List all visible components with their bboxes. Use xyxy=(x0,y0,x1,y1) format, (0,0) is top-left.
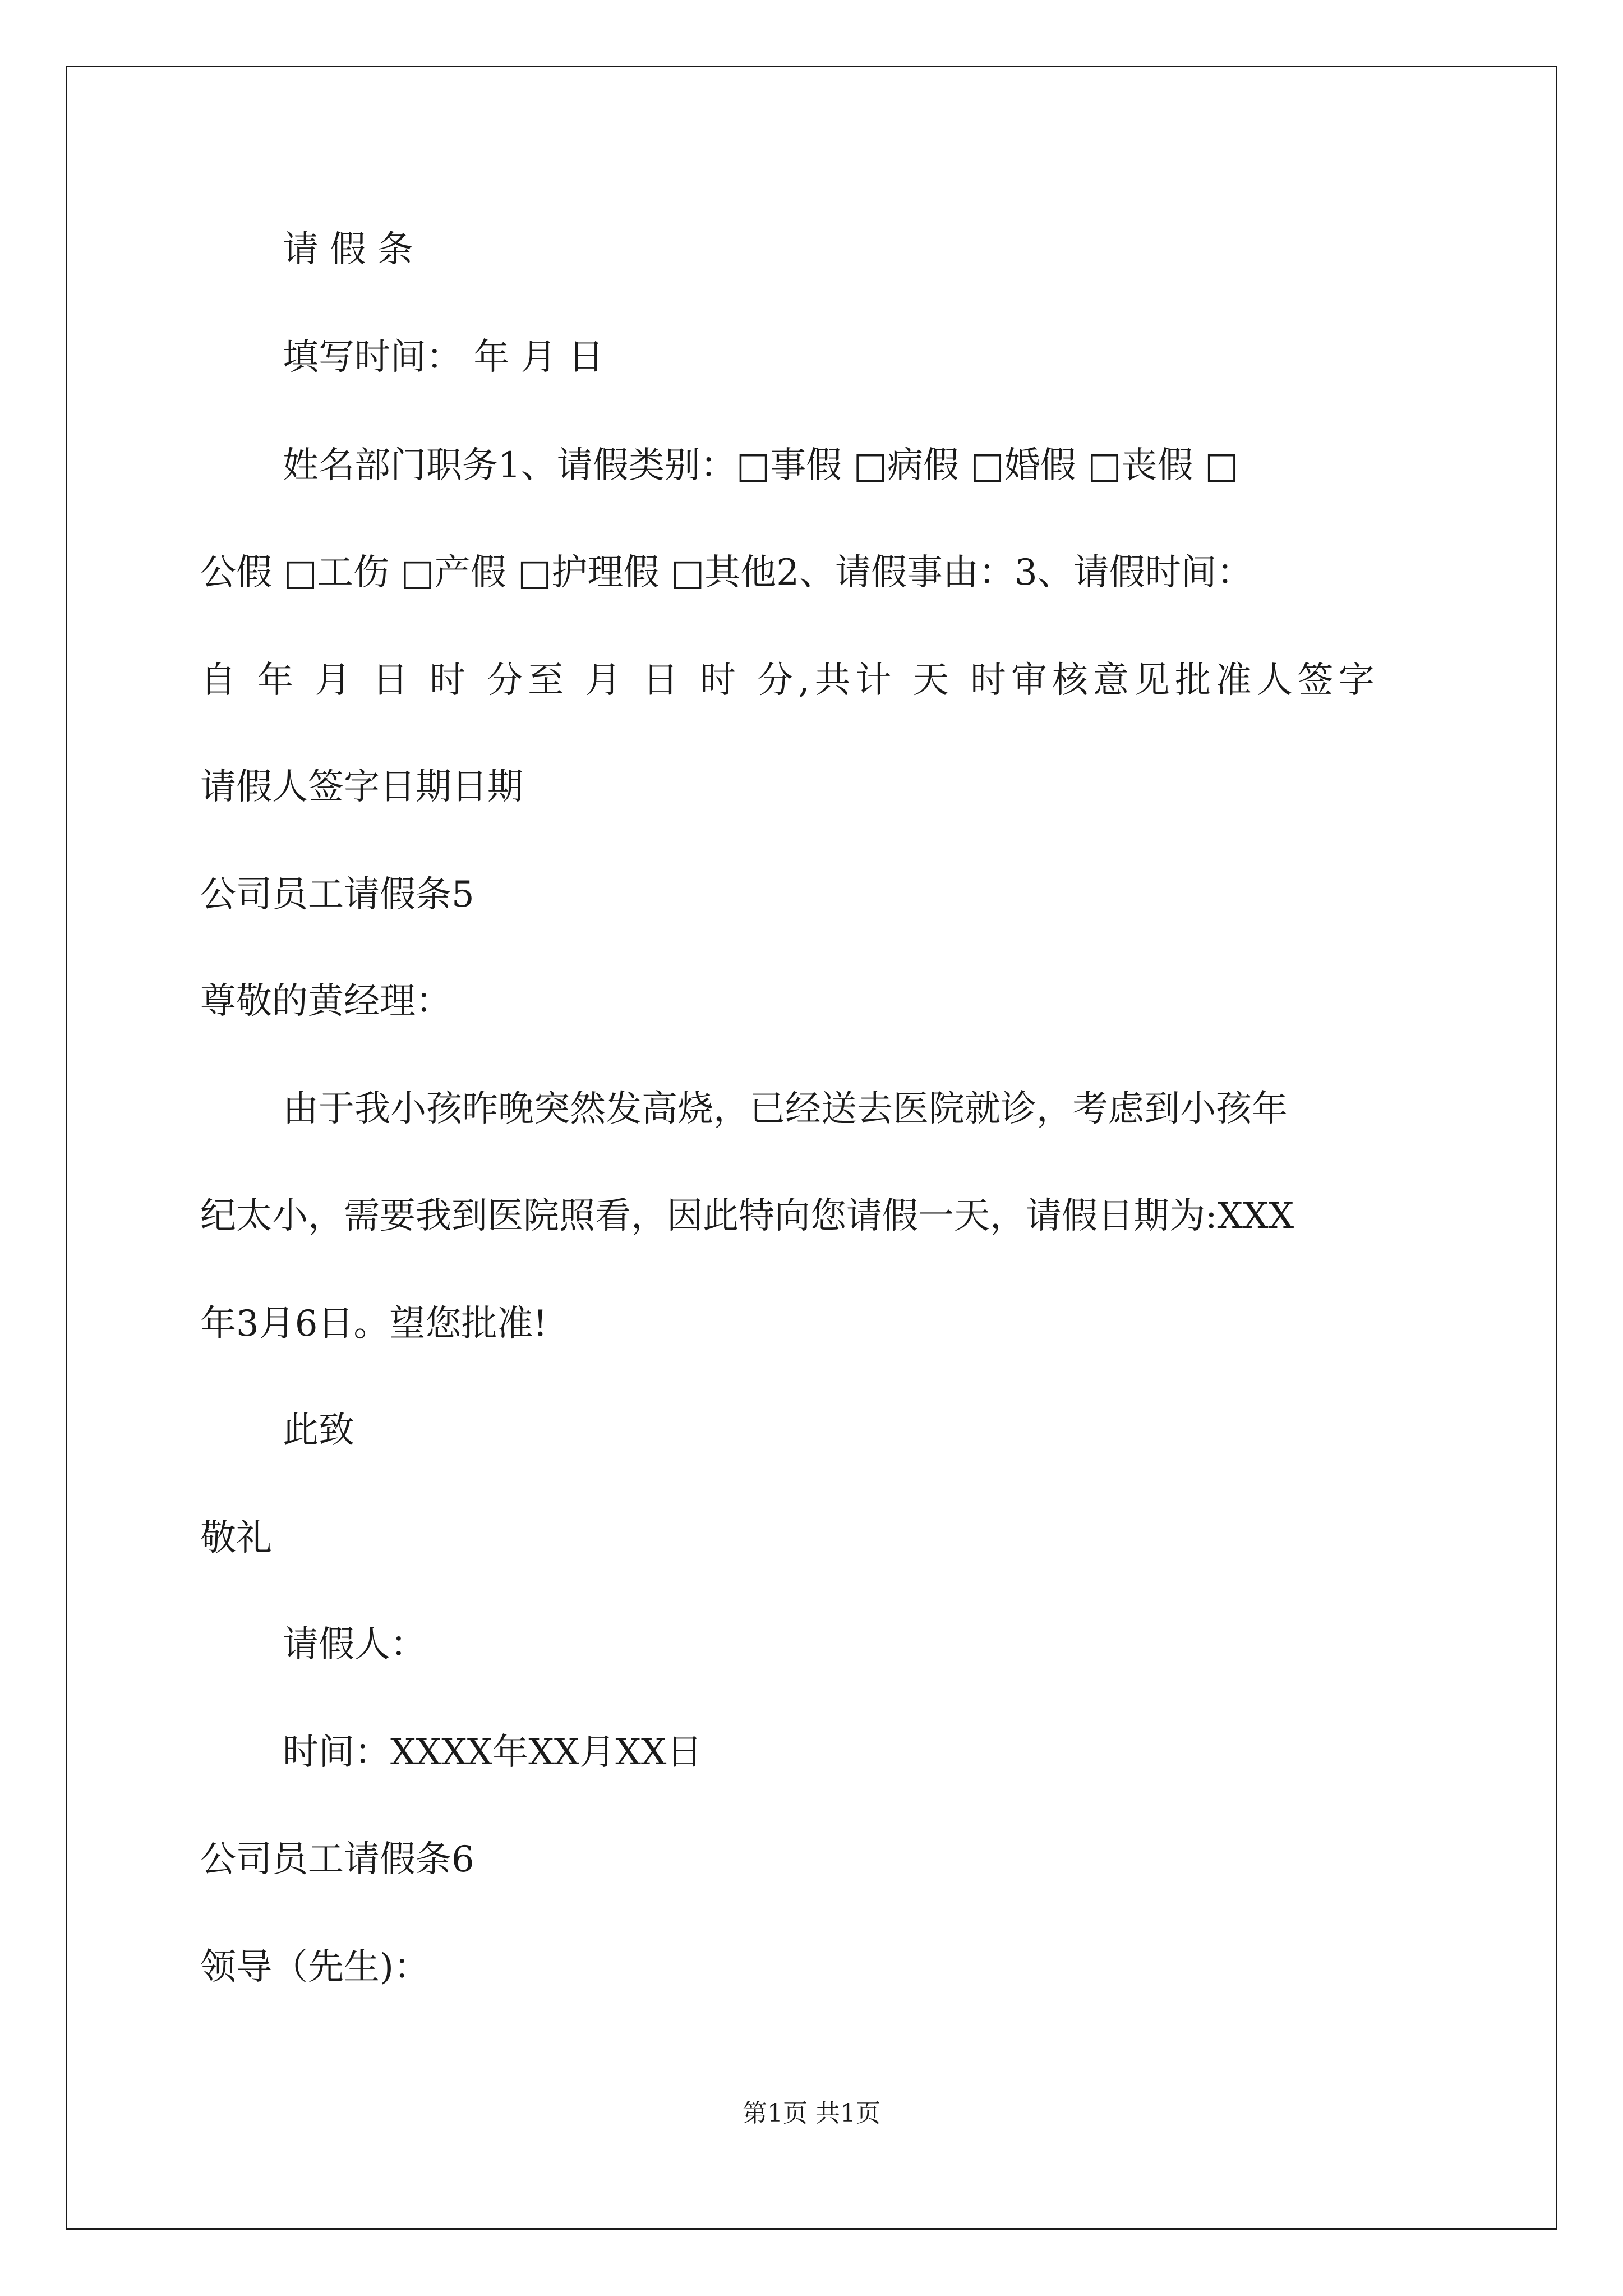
form-line-1: 姓名部门职务1、请假类别：□事假 □病假 □婚假 □丧假 □ xyxy=(283,445,1239,486)
body-paragraph-line-3: 年3月6日。望您批准! xyxy=(200,1303,548,1345)
applicant-line: 请假人： xyxy=(283,1624,426,1665)
body-paragraph-line-1: 由于我小孩昨晚突然发高烧，已经送去医院就诊，考虑到小孩年 xyxy=(283,1088,1288,1130)
time-line: 时间：XXXX年XX月XX日 xyxy=(283,1732,703,1773)
closing-line-1: 此致 xyxy=(283,1410,354,1451)
closing-line-2: 敬礼 xyxy=(200,1517,272,1559)
section-heading-6: 公司员工请假条6 xyxy=(200,1839,474,1880)
form-line-3: 自 年 月 日 时 分至 月 日 时 分,共计 天 时审核意见批准人签字 xyxy=(200,660,1380,701)
page-border xyxy=(66,66,1557,2230)
body-paragraph-line-2: 纪太小，需要我到医院照看，因此特向您请假一天，请假日期为:XXX xyxy=(200,1195,1294,1237)
section-heading-5: 公司员工请假条5 xyxy=(200,874,474,915)
form-line-2: 公假 □工伤 □产假 □护理假 □其他2、请假事由：3、请假时间： xyxy=(200,552,1253,593)
salutation-2: 领导（先生)： xyxy=(200,1947,430,1988)
salutation: 尊敬的黄经理： xyxy=(200,981,451,1022)
form-line-4: 请假人签字日期日期 xyxy=(200,766,523,808)
leave-note-title: 请 假 条 xyxy=(283,229,413,270)
fill-date-line: 填写时间： 年 月 日 xyxy=(283,337,605,378)
page-footer: 第1页 共1页 xyxy=(743,2099,880,2128)
